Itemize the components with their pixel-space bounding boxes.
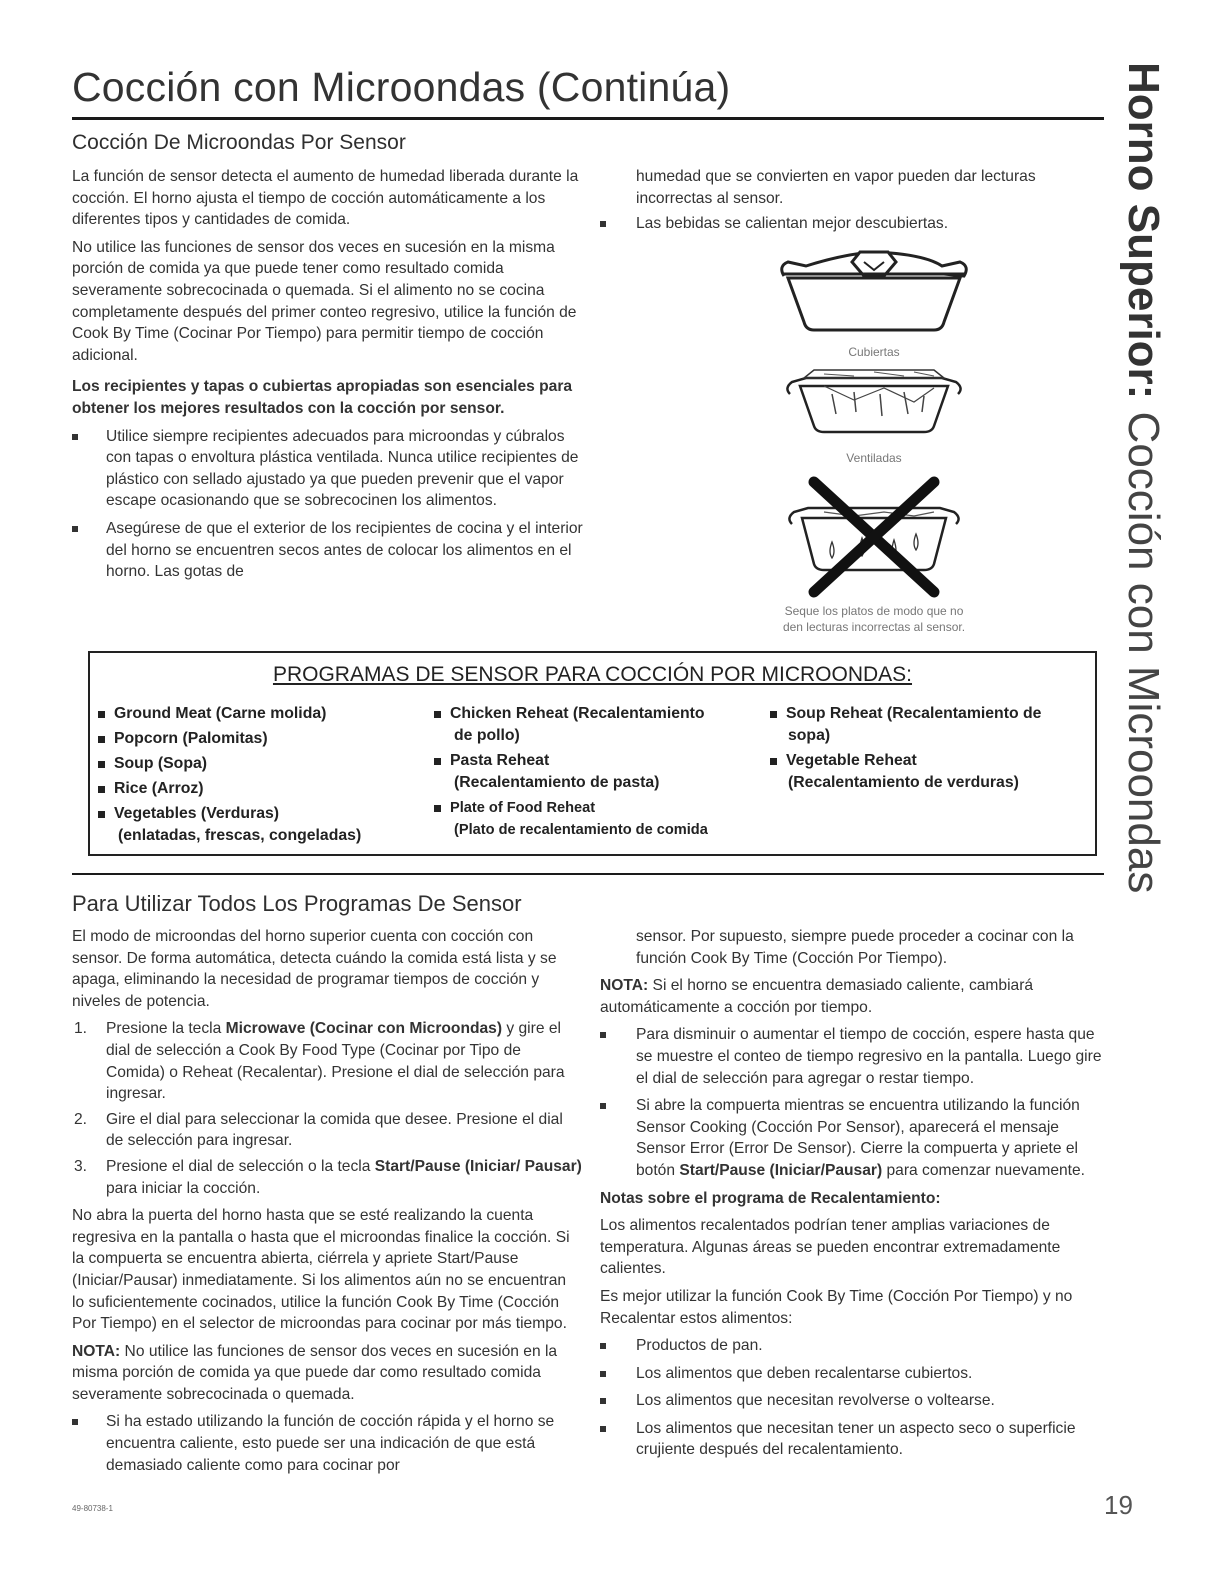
side-tab-bold: Horno Superior: xyxy=(1119,62,1168,400)
program-sublabel: (Recalentamiento de pasta) xyxy=(454,774,660,791)
door-paragraph: No abra la puerta del horno hasta que se esté realizando la cuenta regresiva en la pantalla o hasta que el microondas finalice la cocción. Si la compuerta se encuentra abierta, ciérrela y apriete Start/Pause (Iniciar/Pausar) inmediatamente. Si los alimentos aún no se encuentran lo suficientemente cocinados, utilice la función Cook By Time (Cocción Por Tiempo) en el selector de microondas para cocinar por más tiempo. xyxy=(72,1207,570,1333)
sensor-programs-box xyxy=(88,651,1097,856)
list-item: Productos de pan. xyxy=(600,1335,1105,1357)
nota-label: NOTA: xyxy=(72,1342,121,1360)
program-label: Popcorn (Palomitas) xyxy=(114,730,268,747)
sensor-paragraph-2: No utilice las funciones de sensor dos veces en sucesión en la misma porción de comida ya que puede tener como resultado comida severamente sobrecocinada o quemada. Si el alimento no se cocina completamente después del primer conteo regresivo, utilice la función de Cook By Time (Cocinar Por Tiempo) para permitir tiempo de cocción adicional. xyxy=(72,238,577,364)
list-item: Utilice siempre recipientes adecuados para microondas y cúbralos con tapas o envoltura plástica ventilada. Nunca utilice recipientes de plástico con sellado ajustado ya que pueden prevenir que el vapor escape ocasionando que se sobrecocinen los alimentos. xyxy=(72,426,584,512)
sensor-section-heading: Cocción De Microondas Por Sensor xyxy=(72,131,406,154)
all-programs-intro: El modo de microondas del horno superior cuenta con cocción con sensor. De forma automática, detecta cuándo la comida está lista y se apaga, eliminando la necesidad de programar tiempos de cocción y niveles de potencia. xyxy=(72,928,557,1010)
program-label: Vegetable Reheat xyxy=(786,752,917,769)
program-vegetables xyxy=(96,803,416,847)
nota-1 xyxy=(72,1341,582,1406)
side-tab-text xyxy=(1118,62,1168,893)
program-sublabel: sopa) xyxy=(788,727,831,744)
reheat-paragraph-2: Es mejor utilizar la función Cook By Time (Cocción Por Tiempo) y no Recalentar estos alimentos: xyxy=(600,1287,1073,1327)
program-soup xyxy=(96,753,416,775)
sensor-left-column xyxy=(72,166,584,589)
list-item: Los alimentos que necesitan tener un aspecto seco o superficie crujiente después del recalentamiento. xyxy=(600,1418,1105,1461)
all-programs-right-column xyxy=(600,926,1105,1467)
programs-column-1 xyxy=(96,703,416,850)
programs-box-title: PROGRAMAS DE SENSOR PARA COCCIÓN POR MICROONDAS: xyxy=(272,663,913,686)
program-label: Rice (Arroz) xyxy=(114,780,204,797)
step-text: Gire el dial para seleccionar la comida que desee. Presione el dial de selección para ingresar. xyxy=(106,1110,563,1150)
caption-dry-line-2: den lecturas incorrectas al sensor. xyxy=(782,620,966,634)
start-pause-key-label: Start/Pause (Iniciar/ Pausar) xyxy=(374,1157,582,1175)
list-item: Las bebidas se calientan mejor descubiertas. xyxy=(600,213,1105,235)
programs-column-3 xyxy=(768,703,1088,797)
program-label: Ground Meat (Carne molida) xyxy=(114,705,327,722)
program-sublabel: de pollo) xyxy=(454,727,520,744)
sensor-bold-note: Los recipientes y tapas o cubiertas apropiadas son esenciales para obtener los mejores resultados con la cocción por sensor. xyxy=(72,378,573,417)
side-tab xyxy=(1119,62,1200,894)
program-sublabel: (Recalentamiento de verduras) xyxy=(788,774,1019,791)
step-text: Presione el dial de selección o la tecla xyxy=(106,1157,375,1175)
title-divider xyxy=(72,117,1104,120)
nota-2 xyxy=(600,975,1105,1018)
step-text: Presione la tecla xyxy=(106,1020,226,1038)
list-item: Asegúrese de que el exterior de los recipientes de cocina y el interior del horno se encuentren secos antes de colocar los alimentos en el horno. Las gotas de xyxy=(72,518,584,583)
program-label: Soup Reheat (Recalentamiento de xyxy=(786,705,1042,722)
reheat-items-list xyxy=(600,1335,1105,1461)
program-label: Chicken Reheat (Recalentamiento xyxy=(450,705,705,722)
start-pause-button-label: Start/Pause (Iniciar/Pausar) xyxy=(679,1161,883,1179)
program-rice xyxy=(96,778,416,800)
programs-column-2 xyxy=(432,703,772,844)
program-sublabel: (Plato de recalentamiento de comida xyxy=(454,822,708,838)
fast-cook-bullets xyxy=(72,1411,582,1476)
list-item: Los alimentos que necesitan revolverse o voltearse. xyxy=(600,1390,1105,1412)
caption-dry-dishes xyxy=(714,603,1034,635)
program-sublabel: (enlatadas, frescas, congeladas) xyxy=(118,827,362,844)
nota-label: NOTA: xyxy=(600,977,649,995)
document-code: 49-80738-1 xyxy=(72,1504,113,1513)
sensor-right-column xyxy=(600,166,1105,241)
microwave-key-label: Microwave (Cocinar con Microondas) xyxy=(225,1020,503,1038)
all-programs-left-column xyxy=(72,926,582,1482)
side-tab-light: Cocción con Microondas xyxy=(1119,399,1168,894)
steps-list xyxy=(72,1018,582,1199)
time-bullets xyxy=(600,1024,1105,1181)
program-label: Plate of Food Reheat xyxy=(450,800,596,816)
program-plate-reheat xyxy=(432,797,772,841)
list-item: Los alimentos que deben recalentarse cubiertos. xyxy=(600,1363,1105,1385)
list-item xyxy=(600,1095,1105,1181)
program-pasta-reheat xyxy=(432,750,772,794)
nota-text: Si el horno se encuentra demasiado caliente, cambiará automáticamente a cocción por tiempo. xyxy=(600,977,1034,1016)
bullet-text: Si abre la compuerta mientras se encuentra utilizando la función Sensor Cooking (Cocción Por Sensor), aparecerá el mensaje Sensor Error (Error De Sensor). Cierre la compuerta y apriete el botón xyxy=(636,1097,1080,1179)
vented-dish-illustration xyxy=(784,364,964,444)
step-number: 3. xyxy=(74,1157,88,1175)
caption-vented: Ventiladas xyxy=(846,451,902,465)
program-label: Pasta Reheat xyxy=(450,752,550,769)
program-vegetable-reheat xyxy=(768,750,1088,794)
reheat-paragraph-1: Los alimentos recalentados podrían tener amplias variaciones de temperatura. Algunas áreas se pueden encontrar extremadamente calientes. xyxy=(600,1217,1061,1278)
page-number: 19 xyxy=(1104,1490,1133,1520)
list-item: Si ha estado utilizando la función de cocción rápida y el horno se encuentra caliente, esto puede ser una indicación de que está demasiado caliente como para cocinar por xyxy=(72,1411,582,1476)
program-ground-meat xyxy=(96,703,416,725)
page-title: Cocción con Microondas (Continúa) xyxy=(72,64,731,110)
step-number: 2. xyxy=(74,1110,88,1128)
list-item: Para disminuir o aumentar el tiempo de cocción, espere hasta que se muestre el conteo de tiempo regresivo en la pantalla. Luego gire el dial de selección para agregar o restar tiempo. xyxy=(600,1024,1105,1089)
wet-dish-crossed-illustration xyxy=(784,472,964,600)
covered-dish-illustration xyxy=(774,244,974,344)
sensor-paragraph-1: La función de sensor detecta el aumento de humedad liberada durante la cocción. El horno ajusta el tiempo de cocción automáticamente a los diferentes tipos y cantidades de comida. xyxy=(72,168,579,229)
step-3 xyxy=(72,1156,582,1199)
caption-covered: Cubiertas xyxy=(848,345,900,359)
nota-text: No utilice las funciones de sensor dos veces en sucesión en la misma porción de comida ya que puede dar como resultado comida severamente sobrecocinada o quemada. xyxy=(72,1342,558,1403)
program-label: Vegetables (Verduras) xyxy=(114,805,280,822)
reheat-notes-heading: Notas sobre el programa de Recalentamiento: xyxy=(600,1189,941,1207)
program-label: Soup (Sopa) xyxy=(114,755,208,772)
step-text: para iniciar la cocción. xyxy=(106,1179,261,1197)
step-number: 1. xyxy=(74,1020,88,1038)
sensor-bullet-list xyxy=(72,426,584,583)
all-programs-heading: Para Utilizar Todos Los Programas De Sensor xyxy=(72,891,522,916)
sensor-right-bullets xyxy=(600,213,1105,235)
section-divider xyxy=(72,873,1104,875)
sensor-right-continuation: humedad que se convierten en vapor pueden dar lecturas incorrectas al sensor. xyxy=(636,168,1036,207)
step-1 xyxy=(72,1018,582,1104)
program-popcorn xyxy=(96,728,416,750)
right-continuation: sensor. Por supuesto, siempre puede proceder a cocinar con la función Cook By Time (Cocción Por Tiempo). xyxy=(636,928,1074,967)
program-chicken-reheat xyxy=(432,703,772,747)
step-2 xyxy=(72,1109,582,1152)
caption-dry-line-1: Seque los platos de modo que no xyxy=(784,604,964,618)
step-text: y gire el dial de selección a Cook By Food Type (Cocinar por Tipo de Comida) o Reheat (Recalentar). Presione el dial de selección para ingresar. xyxy=(106,1020,565,1103)
bullet-text: para comenzar nuevamente. xyxy=(882,1161,1086,1179)
program-soup-reheat xyxy=(768,703,1088,747)
